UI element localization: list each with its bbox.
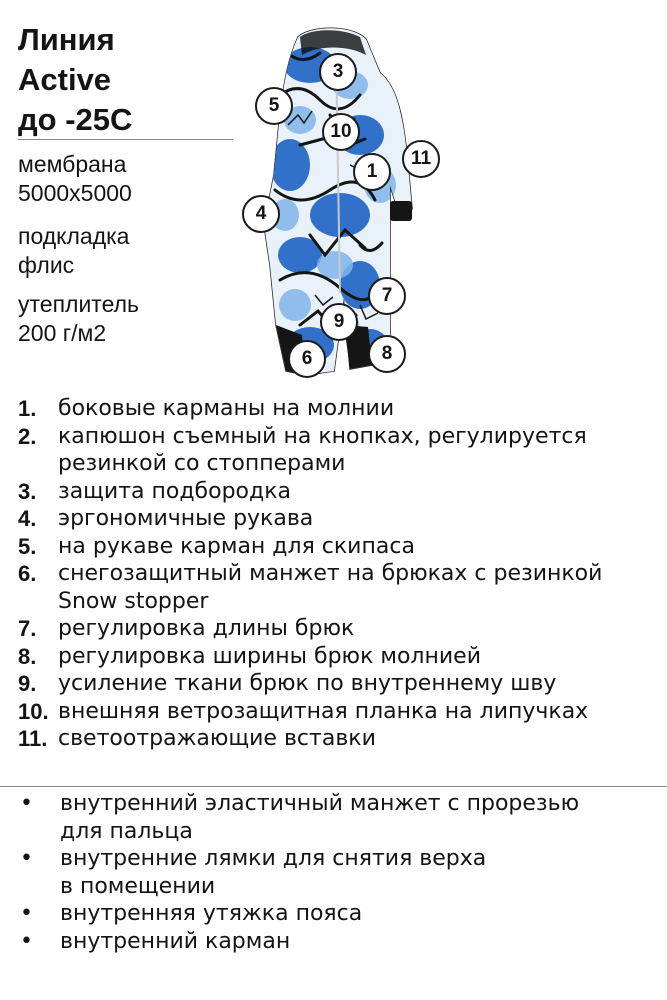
extra-text: внутренний карман [60, 928, 291, 954]
callout-7: 7 [368, 277, 406, 315]
title-divider [18, 139, 233, 140]
spec-membrane [18, 150, 132, 208]
spec-label: утеплитель [18, 291, 139, 317]
feature-text: резинкой со стопперами [58, 451, 346, 476]
spec-label: мембрана [18, 151, 127, 177]
feature-text: внешняя ветрозащитная планка на липучках [58, 698, 589, 724]
title-line: Active [18, 62, 112, 97]
extra-item [18, 845, 658, 873]
spec-label: подкладка [18, 223, 130, 249]
feature-item [18, 643, 658, 671]
feature-number: 10. [18, 698, 49, 724]
feature-text: регулировка ширины брюк молнией [58, 643, 481, 669]
extra-text: внутренняя утяжка пояса [60, 901, 363, 926]
feature-number: 1. [18, 396, 37, 421]
list-divider [0, 786, 667, 787]
extras-list [18, 790, 658, 955]
spec-value: 5000х5000 [18, 180, 132, 206]
feature-number: 4. [18, 506, 37, 531]
callout-10: 10 [322, 113, 360, 151]
feature-text: усиление ткани брюк по внутреннему шву [58, 671, 557, 696]
feature-text: эргономичные рукава [58, 506, 314, 531]
feature-text: защита подбородка [58, 478, 291, 504]
title-line: до -25С [18, 102, 133, 137]
feature-number: 9. [18, 671, 37, 696]
feature-number: 6. [18, 561, 37, 586]
extra-item-continued [18, 873, 658, 901]
callout-8: 8 [368, 335, 406, 373]
feature-number: 11. [18, 726, 48, 751]
extra-item [18, 790, 658, 818]
feature-number: 3. [18, 478, 37, 504]
callout-1: 1 [353, 153, 391, 191]
feature-number: 8. [18, 643, 37, 669]
extra-text: в помещении [60, 873, 216, 899]
feature-item [18, 560, 658, 588]
product-line-title [18, 20, 132, 140]
callout-5: 5 [255, 87, 293, 125]
bullet-icon: • [20, 846, 33, 871]
spec-lining [18, 222, 129, 280]
extra-text: внутренние лямки для снятия верха [60, 846, 487, 871]
callout-3: 3 [319, 53, 357, 91]
extra-item [18, 928, 658, 956]
feature-item [18, 533, 658, 561]
extra-text: для пальца [60, 818, 193, 844]
callout-11: 11 [402, 140, 440, 178]
callout-9: 9 [320, 303, 358, 341]
feature-item [18, 505, 658, 533]
feature-list [18, 395, 658, 753]
feature-item-continued [18, 588, 658, 616]
feature-text: регулировка длины брюк [58, 616, 355, 641]
feature-item-continued [18, 450, 658, 478]
bullet-icon: • [20, 901, 33, 926]
bullet-icon: • [20, 928, 33, 954]
bullet-icon: • [20, 791, 33, 816]
overall-illustration [240, 25, 450, 377]
feature-number: 5. [18, 533, 37, 559]
feature-item [18, 698, 658, 726]
extra-text: внутренний эластичный манжет с прорезью [60, 791, 580, 816]
callout-6: 6 [288, 340, 326, 378]
feature-item [18, 423, 658, 451]
spec-value: 200 г/м2 [18, 320, 107, 346]
extra-item-continued [18, 818, 658, 846]
extra-item [18, 900, 658, 928]
feature-item [18, 615, 658, 643]
feature-text: снегозащитный манжет на брюках с резинкой [58, 561, 603, 586]
feature-text: капюшон съемный на кнопках, регулируется [58, 423, 587, 449]
spec-value: флис [18, 252, 75, 278]
feature-text: боковые карманы на молнии [58, 396, 395, 421]
spec-insulation [18, 290, 139, 348]
callout-4: 4 [242, 195, 280, 233]
feature-item [18, 478, 658, 506]
feature-text: на рукаве карман для скипаса [58, 533, 415, 559]
feature-item [18, 725, 658, 753]
feature-text: Snow stopper [58, 588, 209, 614]
title-line: Линия [18, 22, 115, 57]
feature-item [18, 670, 658, 698]
feature-item [18, 395, 658, 423]
feature-text: светоотражающие вставки [58, 726, 376, 751]
feature-number: 2. [18, 423, 37, 449]
feature-number: 7. [18, 616, 37, 641]
